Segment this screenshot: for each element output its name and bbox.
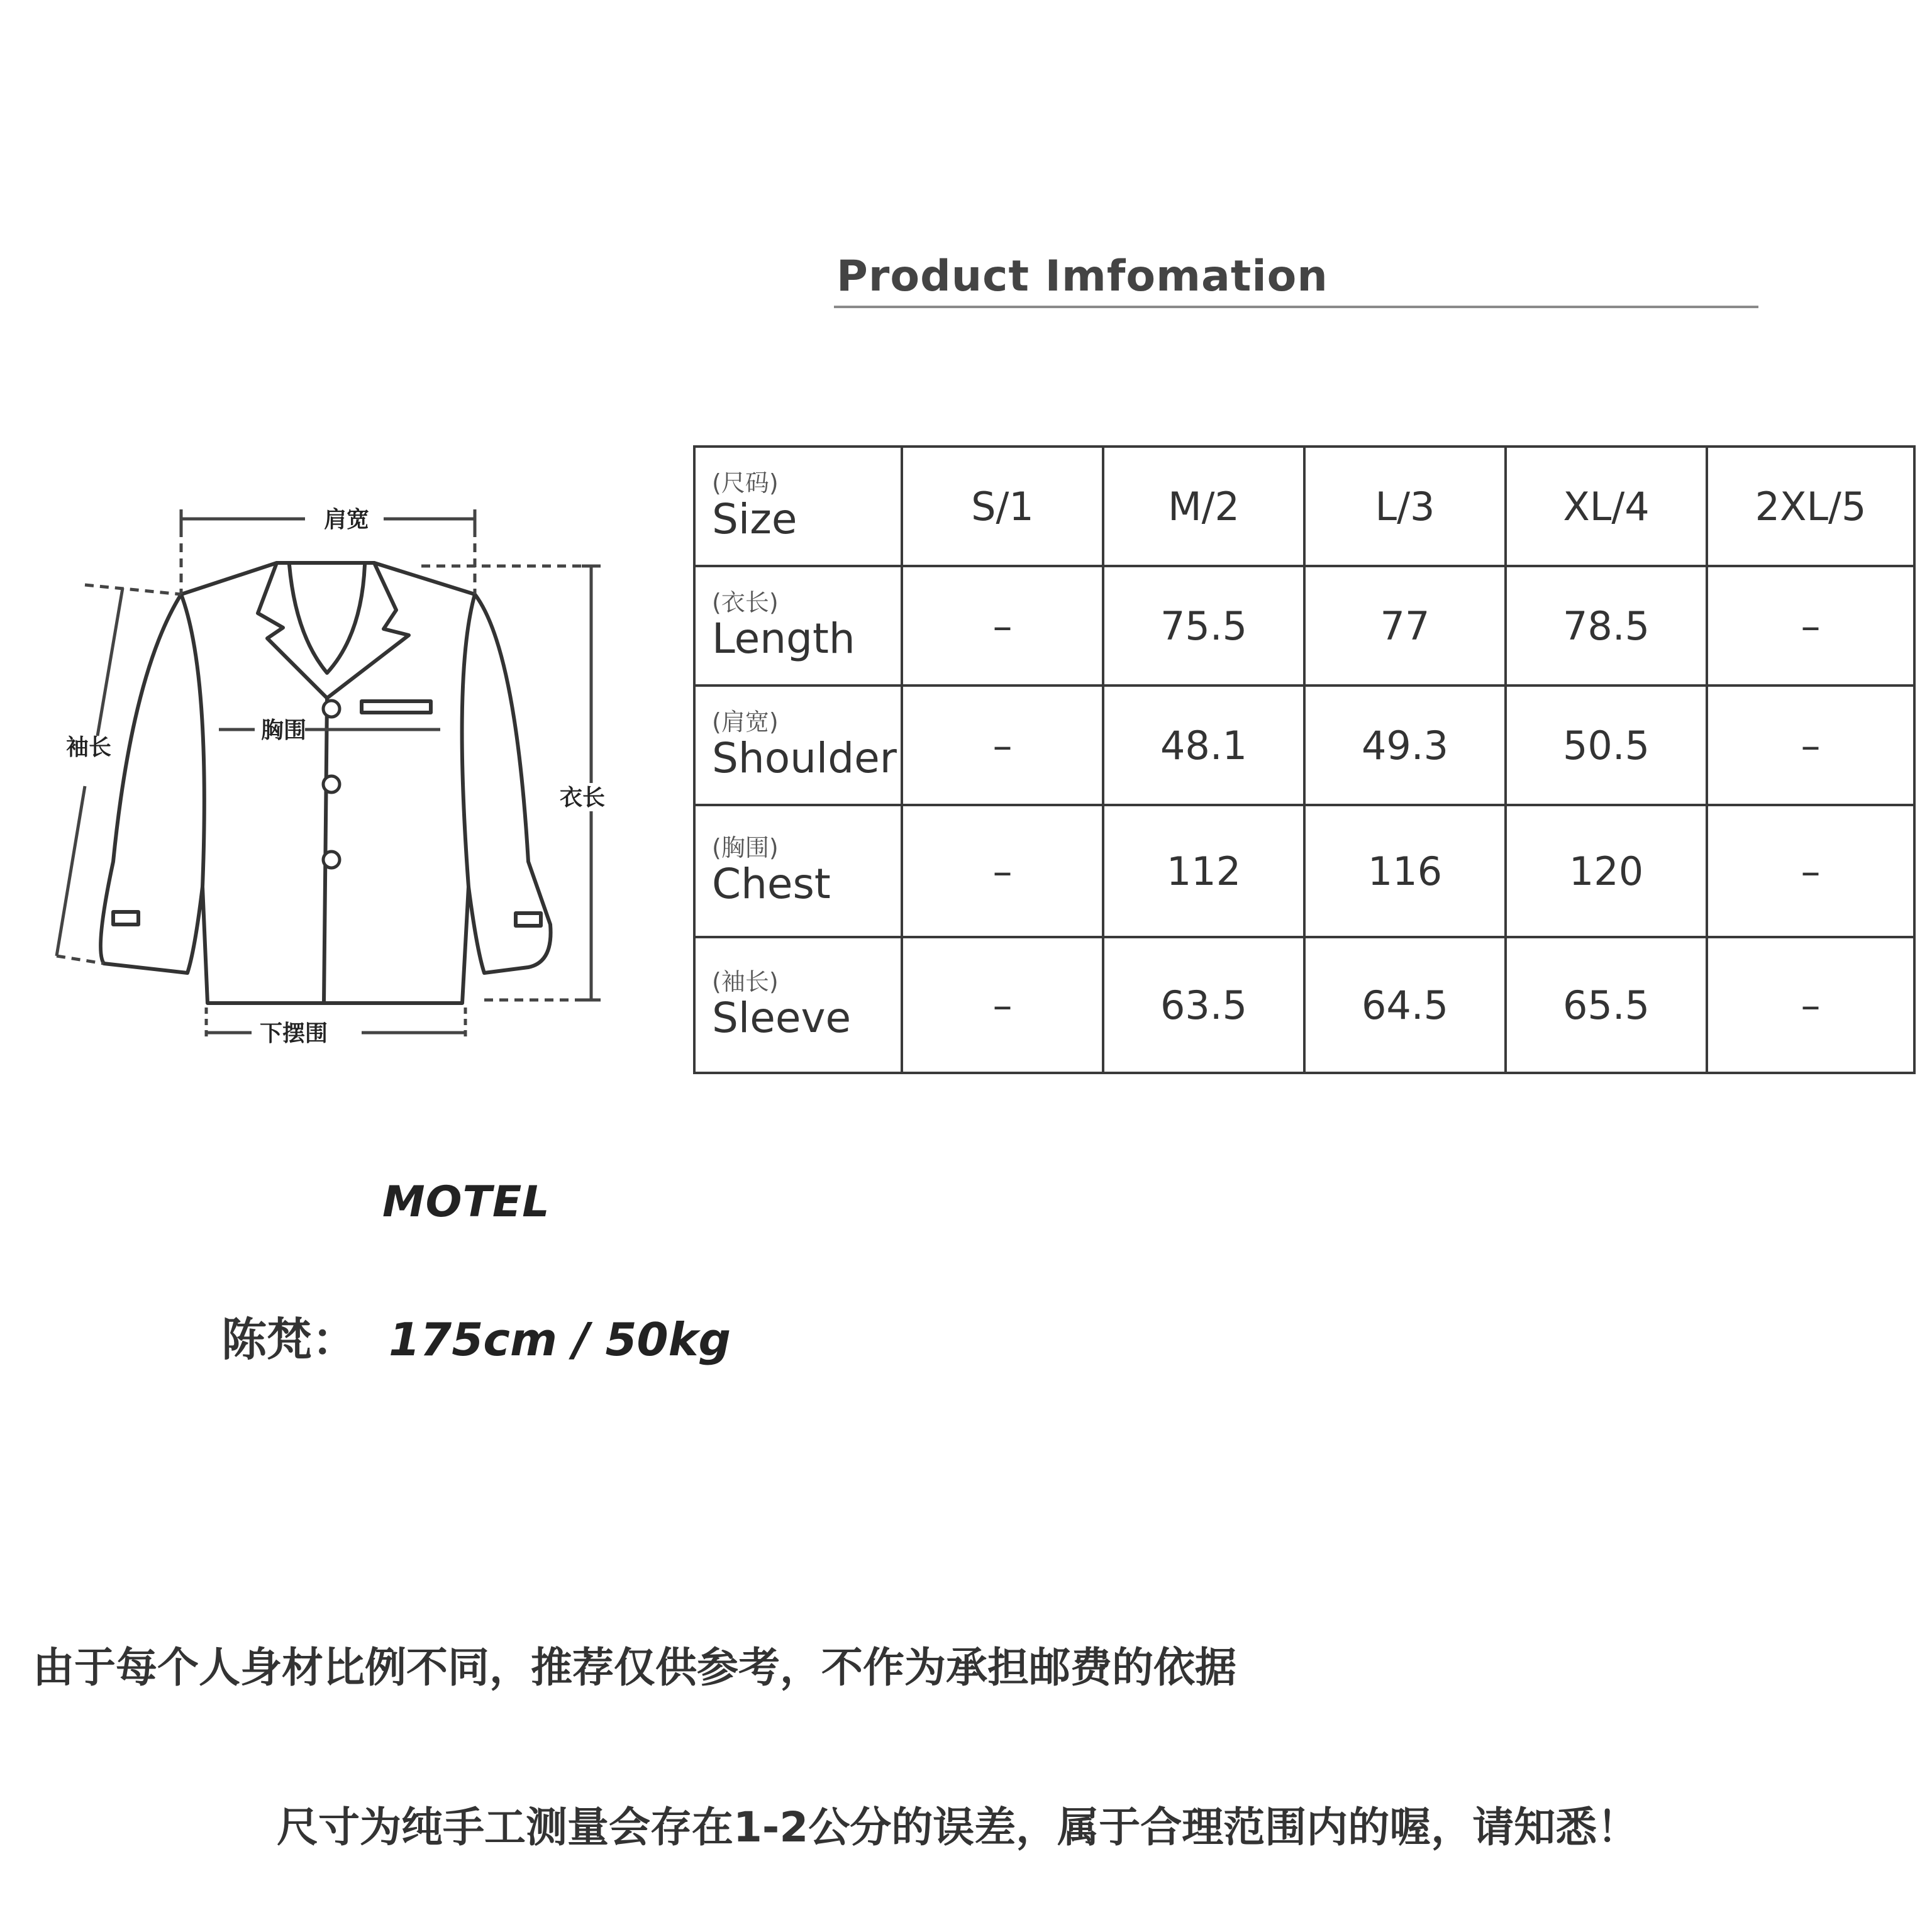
table-cell: 112 (1103, 805, 1304, 937)
table-row (694, 686, 1914, 805)
table-cell: – (1707, 566, 1914, 686)
size-header-cell: 2XL/5 (1707, 447, 1914, 566)
jacket-neck (289, 565, 365, 673)
table-cell: 48.1 (1103, 686, 1304, 805)
diagram-label-length: 衣长 (560, 785, 606, 811)
table-cell: 65.5 (1506, 937, 1707, 1073)
size-header-cell: L/3 (1304, 447, 1506, 566)
model-info (221, 1303, 731, 1368)
table-row (694, 937, 1914, 1073)
jacket-breast-pocket (362, 701, 431, 713)
table-cell: 78.5 (1506, 566, 1707, 686)
table-cell: – (902, 937, 1103, 1073)
table-cell: – (1707, 937, 1914, 1073)
jacket-button (323, 701, 340, 717)
disclaimer-note: 由于每个人身材比例不同，推荐仅供参考，不作为承担邮费的依据 (33, 1643, 1236, 1692)
table-cell: 77 (1304, 566, 1506, 686)
table-cell: 64.5 (1304, 937, 1506, 1073)
table-cell: – (902, 805, 1103, 937)
size-table (693, 445, 1916, 1074)
table-row (694, 805, 1914, 937)
table-cell: 116 (1304, 805, 1506, 937)
table-cell: 49.3 (1304, 686, 1506, 805)
table-header-cell: (尺码) Size (694, 447, 902, 566)
size-header-cell: S/1 (902, 447, 1103, 566)
table-cell: 75.5 (1103, 566, 1304, 686)
table-cell: – (902, 686, 1103, 805)
jacket-button (323, 852, 340, 868)
title-underline (834, 306, 1758, 308)
brand-name: MOTEL (382, 1177, 550, 1227)
product-info-title: Product Imfomation (836, 252, 1328, 301)
measurement-note: 尺寸为纯手工测量会存在1-2公分的误差，属于合理范围内的喔，请知悉！ (277, 1803, 1639, 1852)
row-label-cell: (衣长) Length (694, 566, 902, 686)
table-cell: 50.5 (1506, 686, 1707, 805)
size-header-cell: M/2 (1103, 447, 1304, 566)
table-cell: 120 (1506, 805, 1707, 937)
row-label-cell: (肩宽) Shoulder (694, 686, 902, 805)
jacket-placket (324, 698, 327, 1003)
size-header-cell: XL/4 (1506, 447, 1707, 566)
table-cell: 63.5 (1103, 937, 1304, 1073)
table-header-row (694, 447, 1914, 566)
model-name: 陈梵： (221, 1313, 358, 1366)
diagram-label-hem: 下摆围 (260, 1021, 328, 1046)
jacket-button (323, 776, 340, 792)
jacket-lapel-right (327, 563, 409, 698)
table-cell: – (1707, 805, 1914, 937)
model-stats: 175cm / 50kg (389, 1313, 731, 1366)
table-row (694, 566, 1914, 686)
jacket-diagram (19, 484, 610, 1063)
row-label-cell: (袖长) Sleeve (694, 937, 902, 1073)
row-label-cell: (胸围) Chest (694, 805, 902, 937)
diagram-label-chest: 胸围 (261, 718, 307, 743)
table-cell: – (1707, 686, 1914, 805)
diagram-label-sleeve: 袖长 (66, 735, 112, 760)
diagram-label-shoulder: 肩宽 (324, 507, 370, 533)
table-cell: – (902, 566, 1103, 686)
